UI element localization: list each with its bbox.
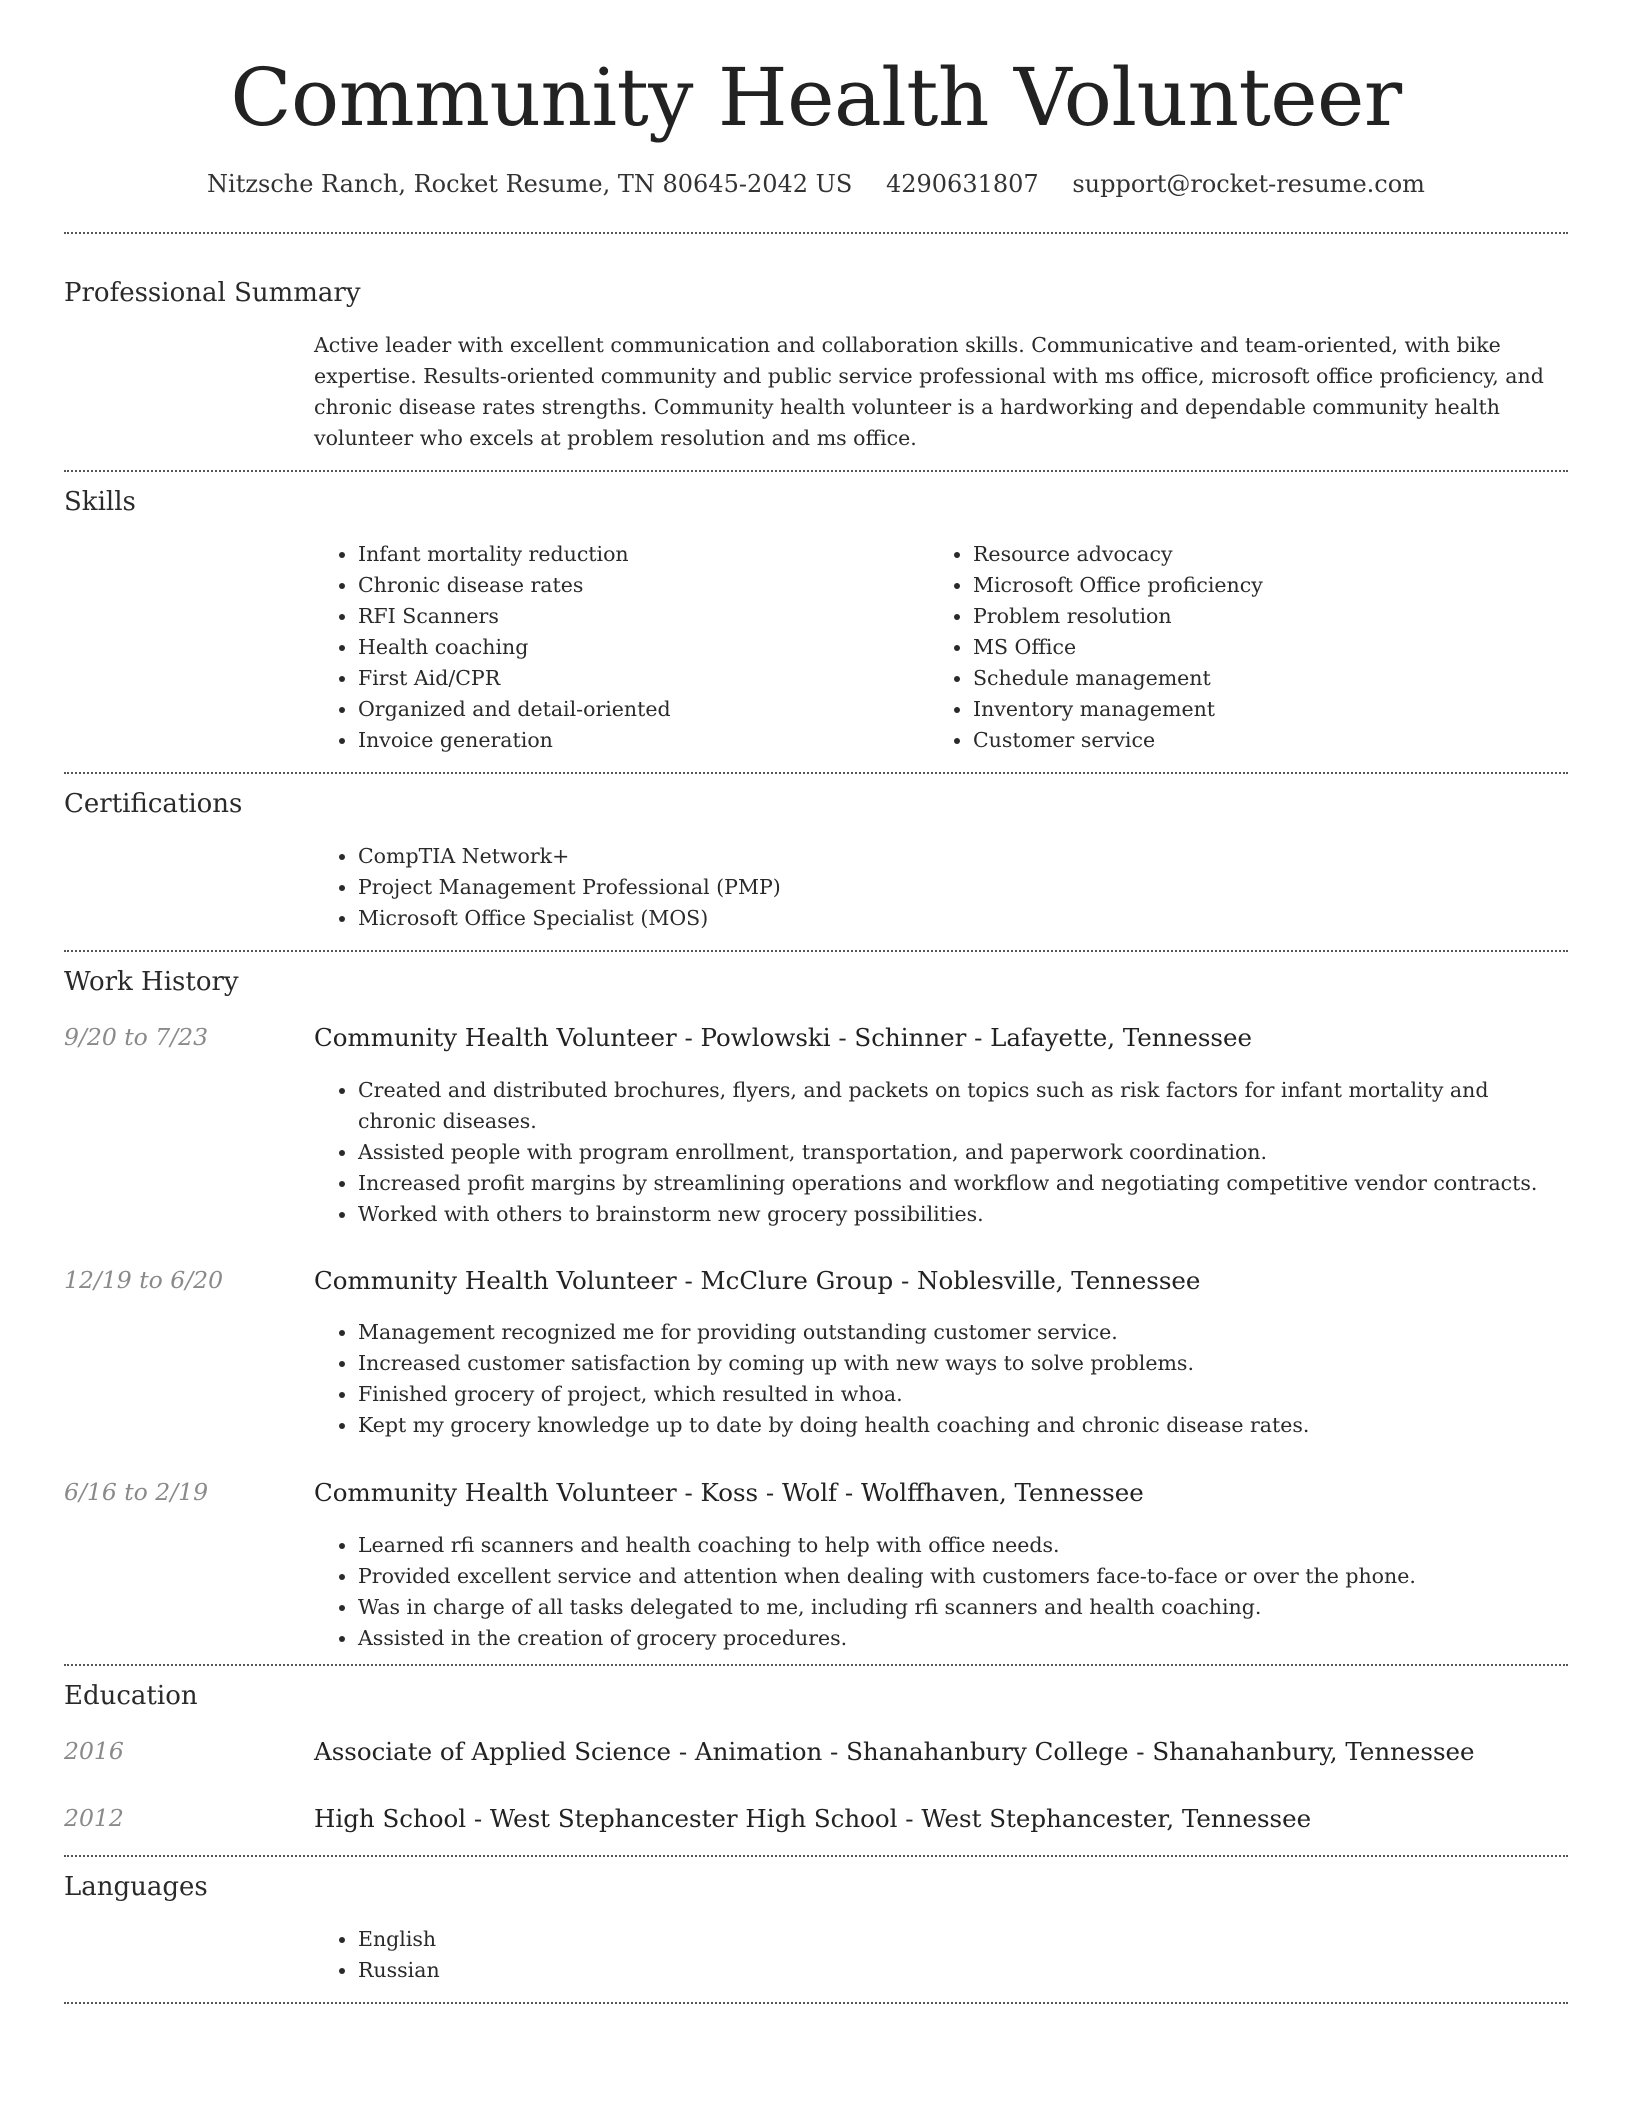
section-title-summary: Professional Summary xyxy=(64,278,361,308)
job-bullet: • Learned rfi scanners and health coaching to help with office needs. xyxy=(358,1530,1568,1561)
job-dates: 9/20 to 7/23 xyxy=(64,1023,209,1051)
skill-item: • Health coaching xyxy=(358,632,929,663)
education-entry xyxy=(64,1804,1568,1833)
job-bullet: • Management recognized me for providing outstanding customer service. xyxy=(358,1317,1568,1348)
job-heading: Community Health Volunteer - McClure Group - Noblesville, Tennessee xyxy=(314,1265,1201,1295)
skill-item: • Infant mortality reduction xyxy=(358,539,929,570)
skill-item: • Schedule management xyxy=(973,663,1544,694)
job-bullet: • Kept my grocery knowledge up to date by doing health coaching and chronic disease rates. xyxy=(358,1410,1568,1441)
job-dates: 6/16 to 2/19 xyxy=(64,1478,209,1506)
work-history-section xyxy=(64,952,1568,1654)
skill-item: • Inventory management xyxy=(973,694,1544,725)
job-entry xyxy=(64,1265,1568,1442)
certification-item: • Microsoft Office Specialist (MOS) xyxy=(358,903,1568,934)
contact-email: support@rocket-resume.com xyxy=(1072,170,1425,198)
education-section xyxy=(64,1666,1568,1832)
section-title-education: Education xyxy=(64,1680,198,1711)
skills-column-left xyxy=(314,539,929,756)
skill-item: • RFI Scanners xyxy=(358,601,929,632)
certification-item: • Project Management Professional (PMP) xyxy=(358,872,1568,903)
job-bullet: • Provided excellent service and attention when dealing with customers face-to-face or over the phone. xyxy=(358,1561,1568,1592)
job-bullet: • Worked with others to brainstorm new grocery possibilities. xyxy=(358,1199,1568,1230)
job-bullet: • Increased profit margins by streamlining operations and workflow and negotiating competitive vendor contracts. xyxy=(358,1168,1568,1199)
skill-item: • Problem resolution xyxy=(973,601,1544,632)
certifications-section xyxy=(64,774,1568,934)
job-heading: Community Health Volunteer - Powlowski - Schinner - Lafayette, Tennessee xyxy=(314,1023,1252,1052)
skill-item: • Organized and detail-oriented xyxy=(358,694,929,725)
education-year: 2012 xyxy=(64,1804,124,1832)
education-heading: Associate of Applied Science - Animation - Shanahanbury College - Shanahanbury, Tennessee xyxy=(314,1736,1475,1766)
section-title-skills: Skills xyxy=(64,487,136,517)
skill-item: • Microsoft Office proficiency xyxy=(973,570,1544,601)
job-dates: 12/19 to 6/20 xyxy=(64,1265,224,1294)
summary-section xyxy=(64,234,1568,454)
skill-item: • Invoice generation xyxy=(358,725,929,756)
divider xyxy=(64,2002,1568,2004)
candidate-name: Community Health Volunteer xyxy=(230,51,1402,144)
languages-section xyxy=(64,1857,1568,1986)
contact-phone: 4290631807 xyxy=(885,170,1039,198)
section-title-work-history: Work History xyxy=(64,967,239,997)
job-heading: Community Health Volunteer - Koss - Wolf - Wolffhaven, Tennessee xyxy=(314,1478,1144,1507)
contact-address: Nitzsche Ranch, Rocket Resume, TN 80645-2042 US xyxy=(207,170,853,198)
job-bullet: • Assisted in the creation of grocery procedures. xyxy=(358,1623,1568,1654)
job-bullet: • Increased customer satisfaction by coming up with new ways to solve problems. xyxy=(358,1348,1568,1379)
skill-item: • Customer service xyxy=(973,725,1544,756)
language-item: • English xyxy=(358,1924,1568,1955)
skill-item: • Resource advocacy xyxy=(973,539,1544,570)
certification-item: • CompTIA Network+ xyxy=(358,841,1568,872)
section-title-languages: Languages xyxy=(64,1871,208,1902)
contact-line xyxy=(64,172,1568,196)
skill-item: • First Aid/CPR xyxy=(358,663,929,694)
job-bullet: • Was in charge of all tasks delegated to me, including rfi scanners and health coaching. xyxy=(358,1592,1568,1623)
job-bullet: • Created and distributed brochures, flyers, and packets on topics such as risk factors for infant mortality and chronic diseases. xyxy=(358,1075,1568,1137)
job-bullet: • Assisted people with program enrollment, transportation, and paperwork coordination. xyxy=(358,1137,1568,1168)
skill-item: • Chronic disease rates xyxy=(358,570,929,601)
section-title-certifications: Certifications xyxy=(64,789,243,819)
education-entry xyxy=(64,1736,1568,1766)
skill-item: • MS Office xyxy=(973,632,1544,663)
skills-column-right xyxy=(929,539,1544,756)
education-year: 2016 xyxy=(64,1736,124,1765)
language-item: • Russian xyxy=(358,1955,1568,1986)
job-bullet: • Finished grocery of project, which resulted in whoa. xyxy=(358,1379,1568,1410)
job-entry xyxy=(64,1478,1568,1654)
summary-text: Active leader with excellent communication and collaboration skills. Communicative and team-oriented, with bike expertise. Results-oriented community and public service professional with ms office, microsoft office proficiency, and chronic disease rates strengths. Community health volunteer is a hardworking and dependable community health volunteer who excels at problem resolution and ms office. xyxy=(314,333,1544,450)
education-heading: High School - West Stephancester High School - West Stephancester, Tennessee xyxy=(314,1804,1312,1833)
job-entry xyxy=(64,1023,1568,1230)
skills-section xyxy=(64,472,1568,756)
